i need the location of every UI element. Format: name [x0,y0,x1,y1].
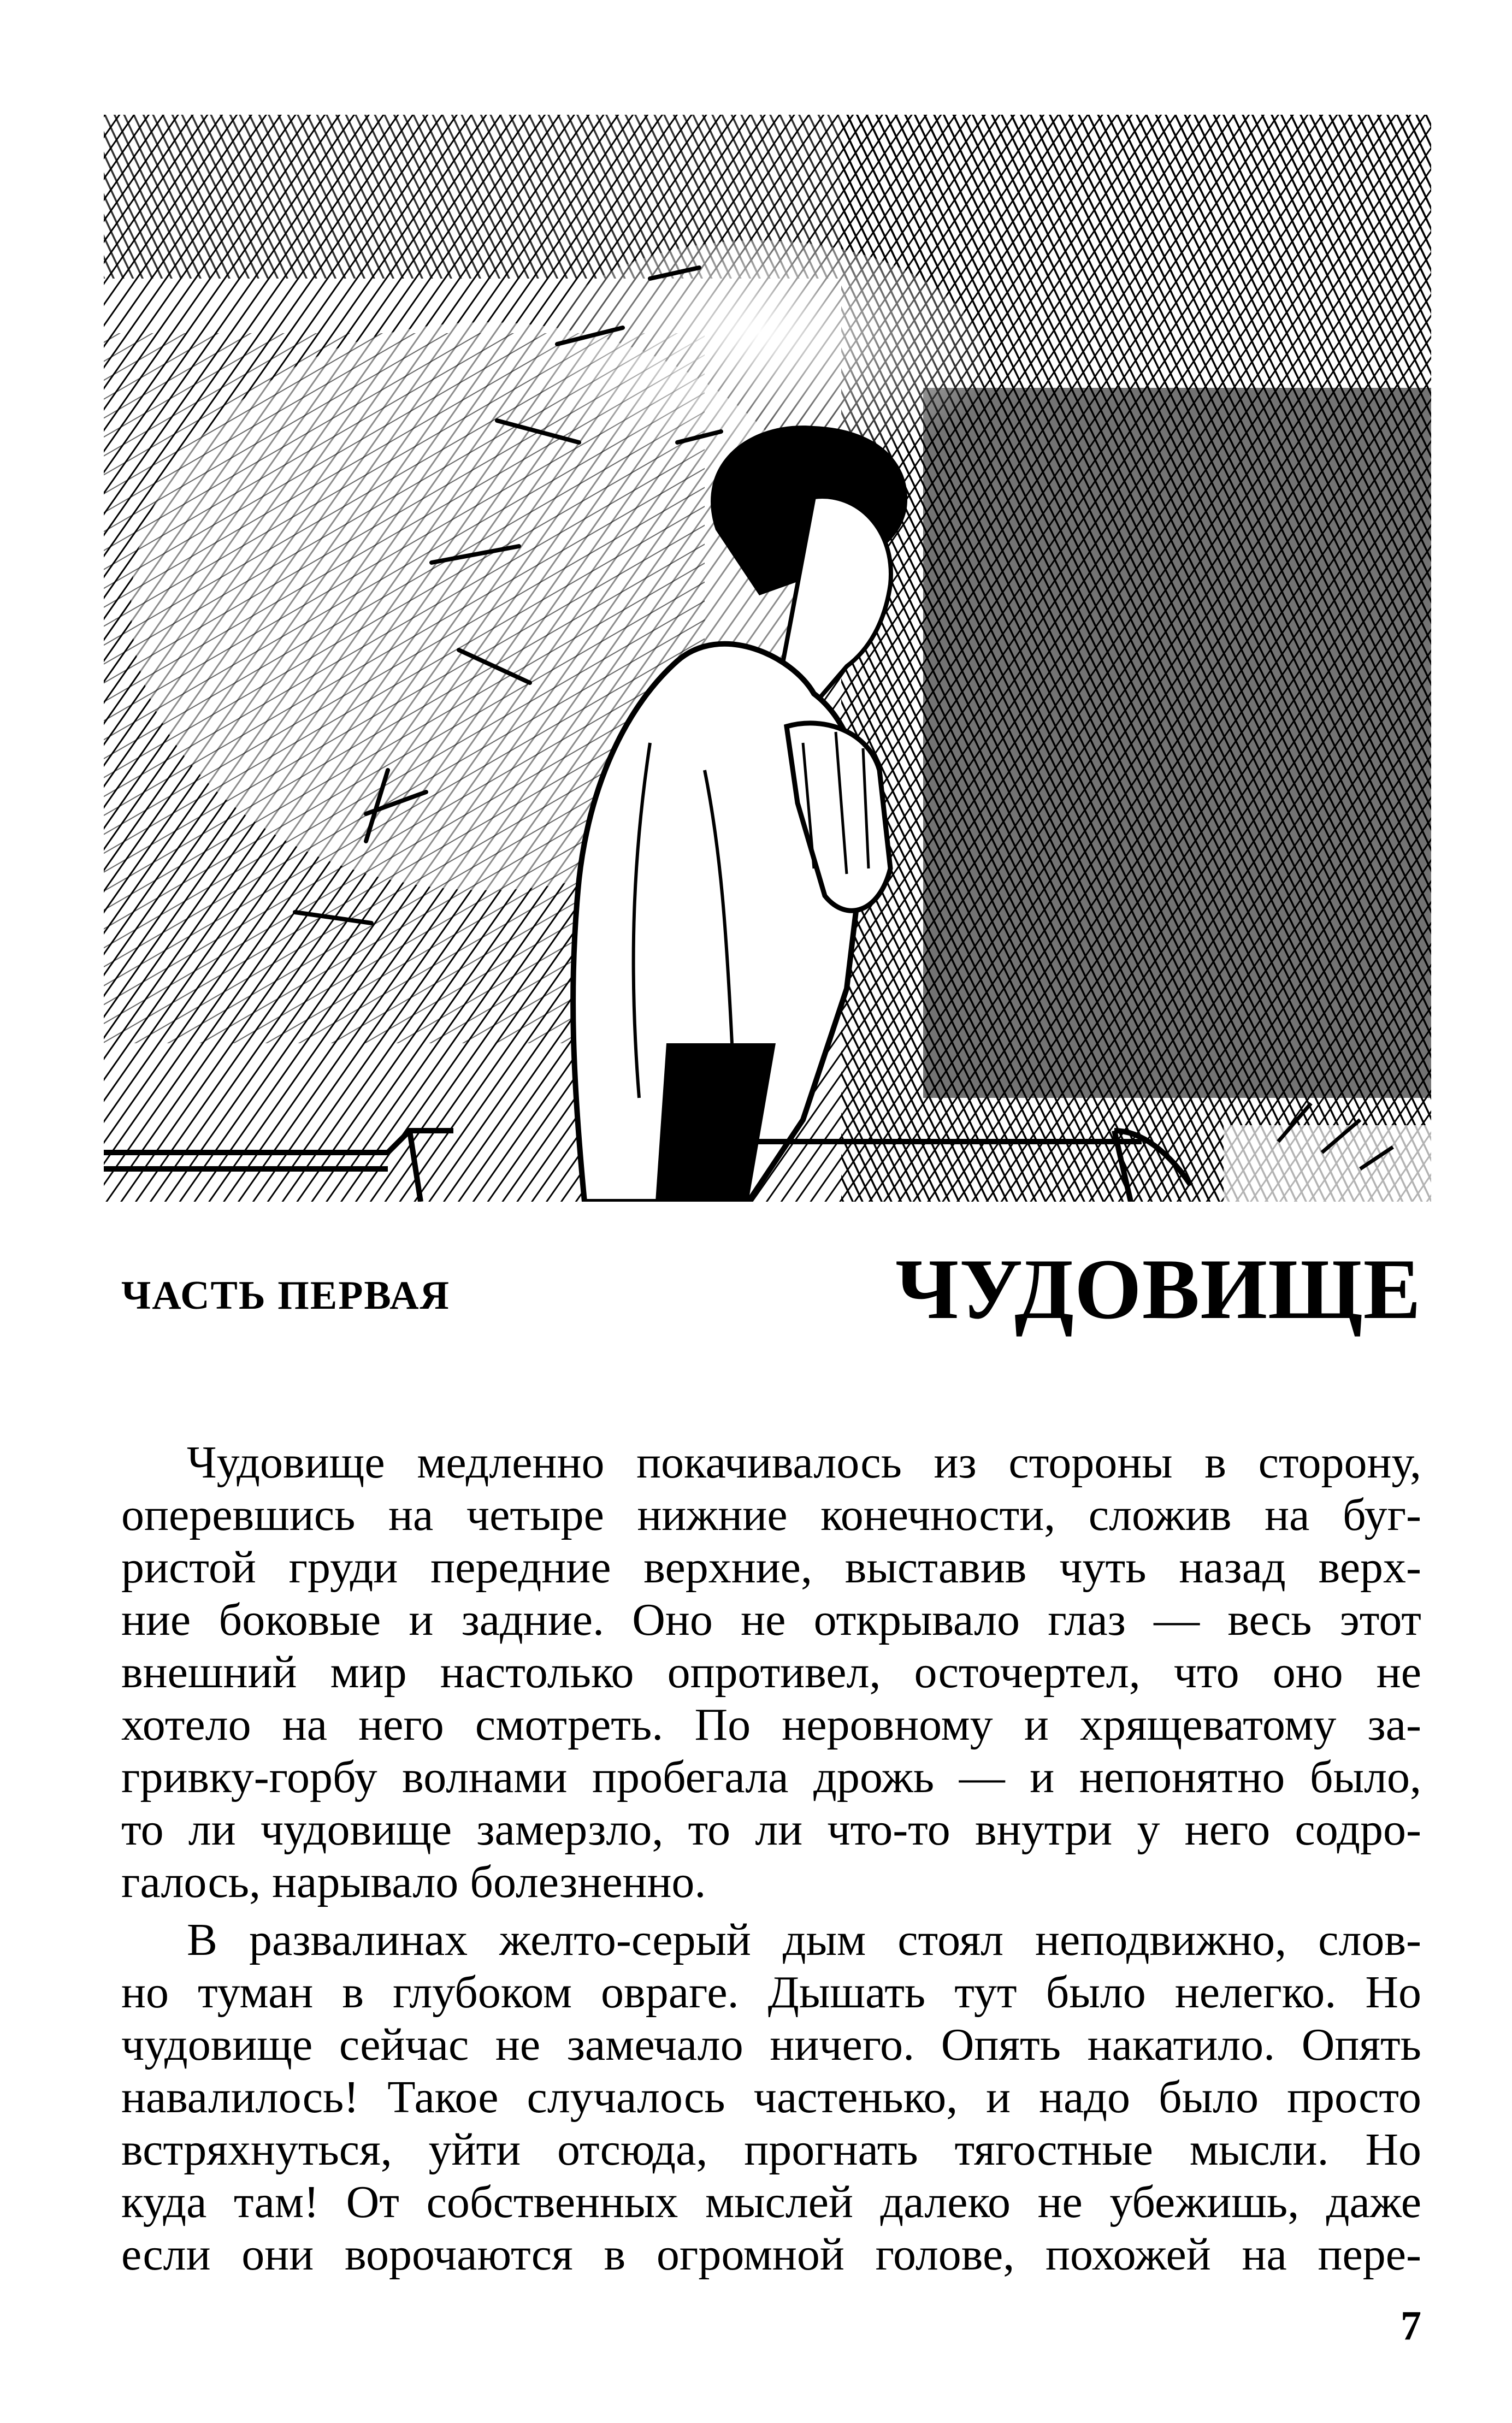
text-line: ристой груди передние верхние, выставив чуть назад верх- [121,1542,1421,1593]
chapter-title: ЧУДОВИЩЕ [895,1242,1421,1337]
text-line: куда там! От собственных мыслей далеко не убежишь, даже [121,2177,1421,2227]
text-line: внешний мир настолько опротивел, осточертел, что оно не [121,1647,1421,1698]
text-line: хотело на него смотреть. По неровному и хрящеватому за- [121,1699,1421,1750]
paragraph-1 [121,1437,1421,1908]
text-line: В развалинах желто-серый дым стоял неподвижно, слов- [187,1914,1421,1965]
text-line: то ли чудовище замерзло, то ли что-то внутри у него содро- [121,1804,1421,1855]
text-line: гривку-горбу волнами пробегала дрожь — и непонятно было, [121,1752,1421,1803]
text-line: ние боковые и задние. Оно не открывало глаз — весь этот [121,1594,1421,1645]
body-text [121,1437,1421,2281]
text-line: галось, нарывало болезненно. [121,1857,706,1907]
chapter-illustration [104,115,1431,1202]
illustration-hunched-figure-icon [104,115,1431,1202]
text-line: встряхнуться, уйти отсюда, прогнать тягостные мысли. Но [121,2124,1421,2175]
text-line: оперевшись на четыре нижние конечности, сложив на буг- [121,1490,1421,1540]
text-line: если они ворочаются в огромной голове, похожей на пере- [121,2229,1421,2280]
part-label: ЧАСТЬ ПЕРВАЯ [121,1273,450,1318]
text-line: навалилось! Такое случалось частенько, и надо было просто [121,2072,1421,2123]
text-line: но туман в глубоком овраге. Дышать тут было нелегко. Но [121,1967,1421,2018]
text-line: чудовище сейчас не замечало ничего. Опять накатило. Опять [121,2019,1421,2070]
text-line: Чудовище медленно покачивалось из стороны в сторону, [187,1437,1421,1488]
page-number: 7 [1401,2303,1421,2349]
paragraph-2 [121,1914,1421,2281]
